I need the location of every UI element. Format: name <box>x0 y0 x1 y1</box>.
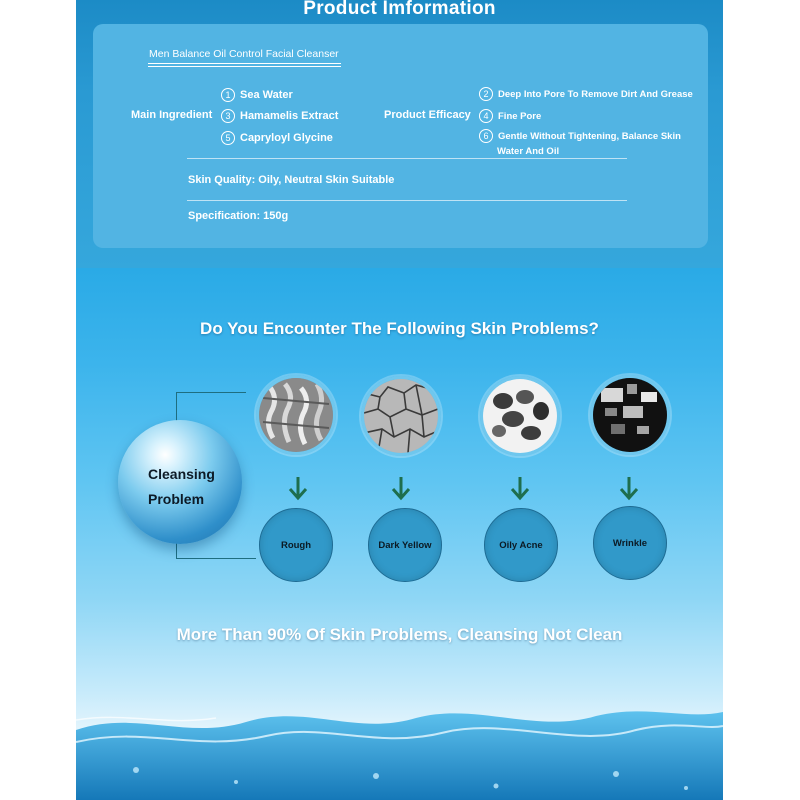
product-efficacy-label: Product Efficacy <box>384 109 471 121</box>
product-name-underline <box>148 63 341 64</box>
number-1-icon: 1 <box>221 88 235 102</box>
main-ingredient-label: Main Ingredient <box>131 109 213 121</box>
bracket-line <box>176 558 256 559</box>
ingredient-text: Capryloyl Glycine <box>240 132 333 144</box>
number-2-icon: 2 <box>479 87 493 101</box>
specification: Specification: 150g <box>188 210 289 222</box>
down-arrow-icon <box>391 477 411 501</box>
problem-label-text: Wrinkle <box>612 537 648 549</box>
problem-label-text: Dark Yellow <box>378 539 432 551</box>
number-6-icon: 6 <box>479 129 493 143</box>
down-arrow-icon <box>288 477 308 501</box>
water-bubble <box>118 420 242 544</box>
divider <box>187 200 627 201</box>
tagline: More Than 90% Of Skin Problems, Cleansing Not Clean <box>176 625 623 644</box>
bracket-line <box>176 392 246 393</box>
oily-acne-image <box>480 376 560 456</box>
efficacy-text: Gentle Without Tightening, Balance Skin <box>498 130 681 142</box>
down-arrow-icon <box>510 477 530 501</box>
product-name: Men Balance Oil Control Facial Cleanser <box>149 48 339 60</box>
efficacy-item <box>479 129 681 143</box>
product-name-underline-2 <box>148 66 341 67</box>
ingredient-item <box>221 131 333 145</box>
section-title: Product Imformation <box>303 0 496 19</box>
ingredient-text: Hamamelis Extract <box>240 110 339 122</box>
problem-label-dark-yellow <box>368 508 442 582</box>
problem-label-text: Rough <box>280 539 312 551</box>
product-info-section <box>76 0 723 268</box>
number-3-icon: 3 <box>221 109 235 123</box>
problem-label-text: Oily Acne <box>499 539 543 551</box>
number-4-icon: 4 <box>479 109 493 123</box>
efficacy-text-continued: Water And Oil <box>497 146 560 157</box>
efficacy-item <box>479 87 693 101</box>
problem-label-oily-acne <box>484 508 558 582</box>
wrinkle-skin-image <box>590 375 670 455</box>
ingredient-text: Sea Water <box>240 89 293 101</box>
bubble-text: Problem <box>148 491 205 507</box>
problem-label-wrinkle <box>593 506 667 580</box>
cracked-skin-image <box>361 376 441 456</box>
problems-title: Do You Encounter The Following Skin Problems? <box>200 319 599 338</box>
number-5-icon: 5 <box>221 131 235 145</box>
page-canvas <box>76 0 723 800</box>
problem-label-rough <box>259 508 333 582</box>
rough-skin-image <box>256 375 336 455</box>
efficacy-text: Fine Pore <box>498 110 542 122</box>
down-arrow-icon <box>619 477 639 501</box>
efficacy-text: Deep Into Pore To Remove Dirt And Grease <box>498 88 693 100</box>
ingredient-item <box>221 109 338 123</box>
efficacy-item <box>479 109 541 123</box>
ingredient-item <box>221 88 293 102</box>
water-wave-image <box>76 690 723 800</box>
divider <box>187 158 627 159</box>
skin-quality: Skin Quality: Oily, Neutral Skin Suitable <box>188 174 395 186</box>
bubble-text: Cleansing <box>148 466 215 482</box>
